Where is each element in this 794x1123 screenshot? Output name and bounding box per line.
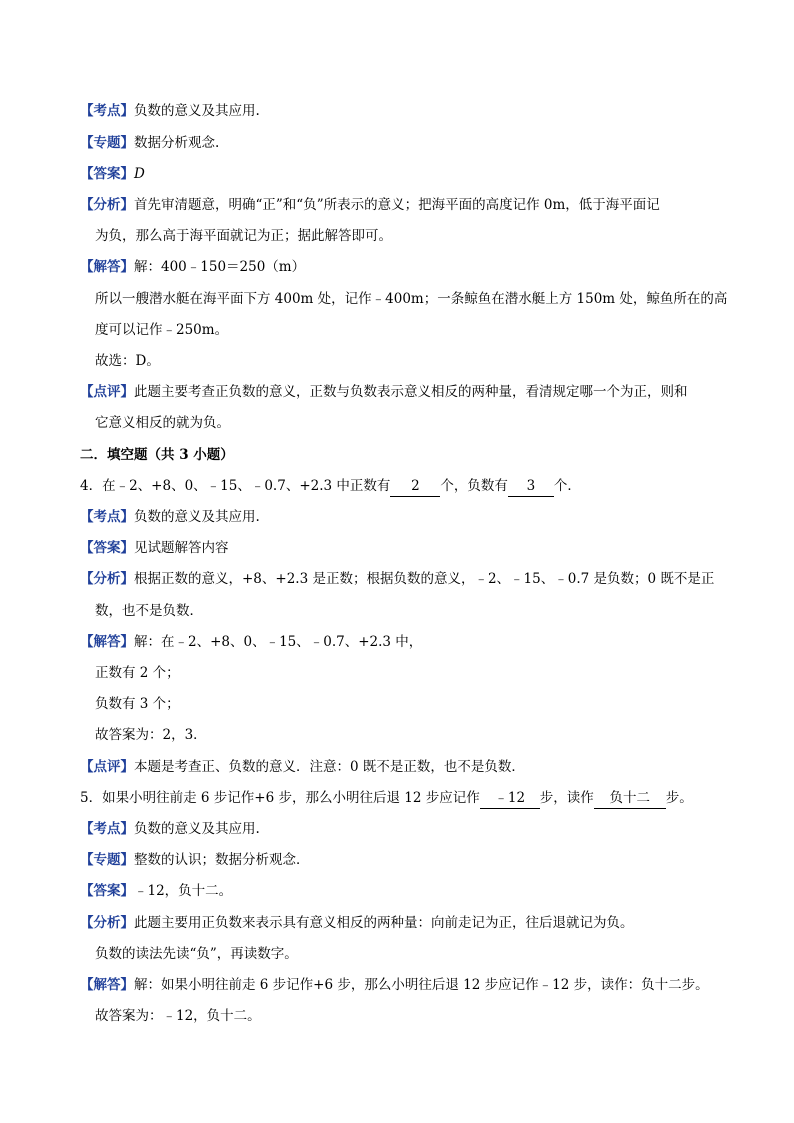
q3-dianping: 【点评】此题主要考查正负数的意义，正数与负数表示意义相反的两种量，看清规定哪一个为正，则和 [80,384,688,400]
q5-stem: 5．如果小明往前走 6 步记作+6 步，那么小明往后退 12 步应记作 ﹣12 步，读作 负十二 步。 [80,788,693,809]
q5-zhuanti: 【专题】整数的认识；数据分析观念． [80,852,310,868]
tag-kaodian: 【考点】 [80,821,134,837]
q5-blank-2: 负十二 [594,788,666,809]
tag-fenxi: 【分析】 [80,571,134,587]
section-title: 二．填空题（共 3 小题） [80,447,234,463]
q3-fenxi: 【分析】首先审清题意，明确“正”和“负”所表示的意义；把海平面的高度记作 0m，低于海平面记 [80,197,660,213]
q4-jieda-line3: 负数有 3 个； [95,696,180,712]
tag-daan: 【答案】 [80,883,134,899]
q5-fenxi-cont: 负数的读法先读“负”，再读数字。 [95,946,298,962]
q4-jieda-line2: 正数有 2 个； [95,665,180,681]
q4-stem: 4．在﹣2、+8、0、﹣15、﹣0.7、+2.3 中正数有 2 个，负数有 3 个． [80,476,581,497]
q5-jieda: 【解答】解：如果小明往前走 6 步记作+6 步，那么小明往后退 12 步应记作﹣12 步，读作：负十二步。 [80,977,709,993]
q3-jieda-line2: 所以一艘潜水艇在海平面下方 400m 处，记作﹣400m；一条鲸鱼在潜水艇上方 150m 处，鲸鱼所在的高 [95,291,728,307]
tag-dianping: 【点评】 [80,384,134,400]
tag-jieda: 【解答】 [80,634,134,650]
q4-dianping: 【点评】本题是考查正、负数的意义．注意：0 既不是正数，也不是负数． [80,759,525,775]
q3-kaodian: 【考点】负数的意义及其应用. [80,103,260,119]
q3-jieda-line3: 度可以记作﹣250m。 [95,322,229,338]
q4-blank-1: 2 [390,476,440,497]
q4-kaodian: 【考点】负数的意义及其应用. [80,509,260,525]
q5-kaodian: 【考点】负数的意义及其应用. [80,821,260,837]
tag-kaodian: 【考点】 [80,103,134,119]
q4-blank-2: 3 [508,476,554,497]
tag-daan: 【答案】 [80,540,134,556]
tag-zhuanti: 【专题】 [80,135,134,151]
tag-fenxi: 【分析】 [80,197,134,213]
q4-jieda-line4: 故答案为：2，3． [95,727,207,743]
q5-fenxi: 【分析】此题主要用正负数来表示具有意义相反的两种量：向前走记为正，往后退就记为负。 [80,915,634,931]
q4-daan: 【答案】见试题解答内容 [80,540,229,556]
q4-jieda: 【解答】解：在﹣2、+8、0、﹣15、﹣0.7、+2.3 中， [80,634,423,650]
tag-jieda: 【解答】 [80,977,134,993]
q5-jieda-line2: 故答案为：﹣12，负十二。 [95,1008,261,1024]
q4-fenxi-cont: 数，也不是负数． [95,603,203,619]
tag-jieda: 【解答】 [80,259,134,275]
q3-jieda: 【解答】解：400﹣150＝250（m） [80,259,306,275]
tag-daan: 【答案】 [80,166,134,182]
q5-daan: 【答案】﹣12，负十二。 [80,883,233,899]
tag-zhuanti: 【专题】 [80,852,134,868]
q5-blank-1: ﹣12 [480,788,540,809]
tag-fenxi: 【分析】 [80,915,134,931]
tag-dianping: 【点评】 [80,759,134,775]
q3-fenxi-cont: 为负，那么高于海平面就记为正；据此解答即可。 [95,228,392,244]
q3-zhuanti: 【专题】数据分析观念. [80,135,220,151]
q4-fenxi: 【分析】根据正数的意义，+8、+2.3 是正数；根据负数的意义，﹣2、﹣15、﹣0.7 是负数；0 既不是正 [80,571,715,587]
q3-jieda-line4: 故选：D。 [95,353,160,369]
q3-dianping-cont: 它意义相反的就为负。 [95,415,230,431]
tag-kaodian: 【考点】 [80,509,134,525]
q3-daan: 【答案】D [80,166,145,182]
